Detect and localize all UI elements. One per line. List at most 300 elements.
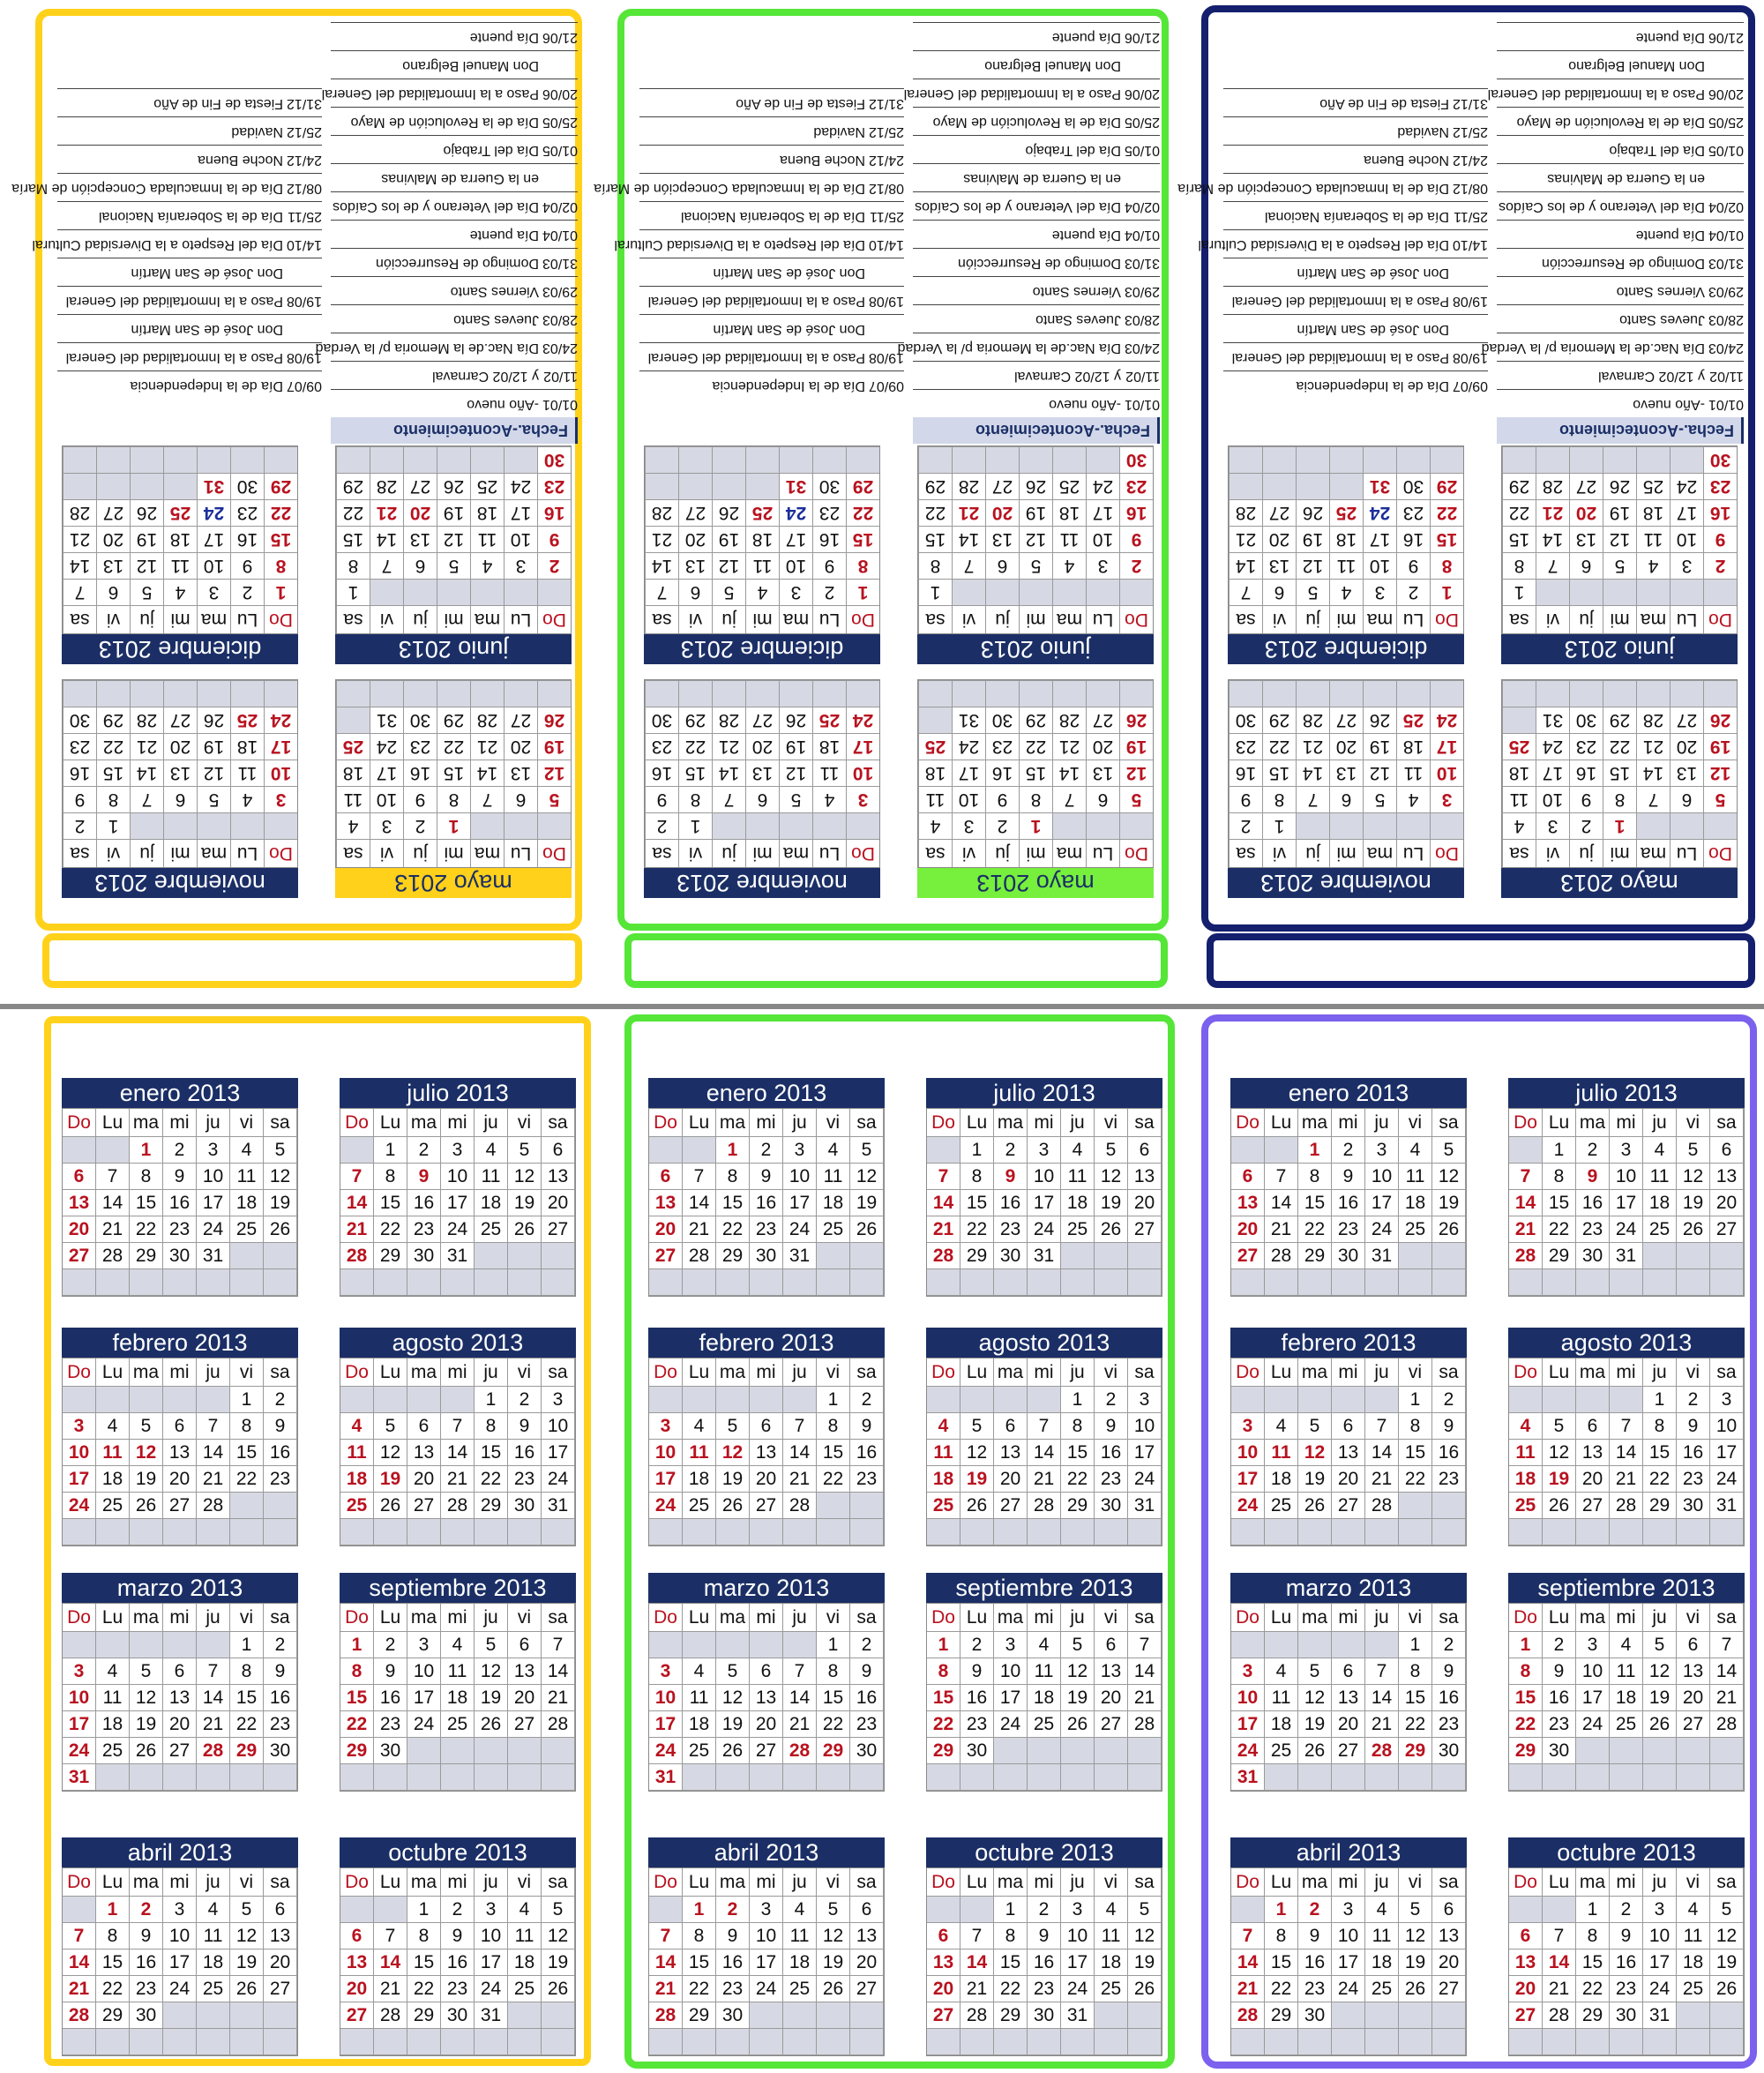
day-cell: 8 [437, 786, 470, 812]
empty-cell [504, 812, 537, 839]
empty-cell [683, 1764, 716, 1791]
day-cell: 7 [441, 1413, 475, 1440]
day-cell: 7 [783, 1413, 817, 1440]
day-cell: 9 [1396, 552, 1430, 579]
event-row [639, 201, 904, 229]
day-cell: 7 [683, 1164, 716, 1190]
event-date: 19/08 [1452, 294, 1488, 309]
weekday-label: vi [1677, 1109, 1710, 1137]
event-text: Domingo de Resurrección [958, 256, 1121, 271]
weekday-label: sa [542, 1358, 575, 1387]
empty-cell [1509, 1137, 1543, 1164]
weekday-label: ma [1636, 605, 1670, 633]
day-cell: 26 [1119, 707, 1153, 733]
day-cell: 30 [750, 1243, 783, 1269]
day-cell: 22 [340, 1711, 374, 1738]
weekday-label: sa [1710, 1868, 1744, 1897]
weekday-label: Do [340, 1868, 374, 1897]
day-cell: 26 [508, 1216, 542, 1243]
day-cell: 24 [407, 1711, 441, 1738]
day-cell: 13 [407, 1440, 441, 1466]
day-cell: 10 [1061, 1923, 1095, 1950]
event-text: en la Guerra de Malvinas [1547, 171, 1705, 186]
day-cell: 18 [1399, 1190, 1432, 1216]
day-cell: 8 [683, 1923, 716, 1950]
event-date: 31/03 [1708, 256, 1744, 271]
empty-cell [817, 1243, 850, 1269]
month-abril [62, 1837, 298, 2056]
day-cell: 14 [1128, 1658, 1162, 1685]
day-cell: 16 [1298, 1950, 1332, 1976]
empty-cell [63, 1519, 96, 1545]
day-cell: 3 [1643, 1897, 1677, 1923]
empty-cell [846, 812, 879, 839]
weekday-label: vi [817, 1868, 850, 1897]
event-row [331, 248, 578, 276]
empty-cell [1576, 2029, 1610, 2055]
day-cell: 19 [817, 1950, 850, 1976]
empty-cell [1095, 1243, 1128, 1269]
day-cell: 16 [374, 1685, 407, 1711]
event-row [639, 258, 904, 286]
event-text: Jueves Santo [453, 312, 539, 327]
day-cell: 20 [508, 1685, 542, 1711]
day-cell: 14 [96, 1190, 130, 1216]
empty-cell [1399, 1493, 1432, 1519]
day-cell: 28 [370, 473, 403, 499]
day-cell: 2 [1569, 812, 1603, 839]
day-cell: 20 [407, 1466, 441, 1493]
day-cell: 24 [783, 1216, 817, 1243]
day-cell: 30 [985, 707, 1019, 733]
empty-cell [1086, 812, 1119, 839]
empty-cell [1332, 1632, 1365, 1658]
empty-cell [96, 473, 130, 499]
empty-cell [745, 812, 779, 839]
month-grid [926, 1867, 1162, 2056]
day-cell: 28 [542, 1711, 575, 1738]
day-cell: 22 [1399, 1466, 1432, 1493]
day-cell: 19 [712, 526, 745, 552]
weekday-label: Lu [230, 605, 264, 633]
weekday-label: ma [716, 1109, 750, 1137]
day-cell: 17 [1576, 1685, 1610, 1711]
weekday-label: ju [1061, 1868, 1095, 1897]
day-cell: 22 [96, 1976, 130, 2002]
weekday-label: ju [1643, 1868, 1677, 1897]
weekday-label: sa [264, 1109, 297, 1137]
day-cell: 31 [197, 1243, 230, 1269]
day-cell: 29 [407, 2002, 441, 2029]
day-cell: 6 [1576, 1413, 1610, 1440]
empty-cell [163, 1269, 197, 1296]
day-cell: 4 [340, 1413, 374, 1440]
day-cell: 9 [441, 1923, 475, 1950]
day-cell: 2 [1028, 1897, 1061, 1923]
day-cell: 18 [230, 1190, 264, 1216]
day-cell: 5 [817, 1897, 850, 1923]
day-cell: 29 [437, 707, 470, 733]
event-text: Día del Respeto a la Diversidad Cultural [1198, 237, 1449, 252]
weekday-label: vi [1536, 605, 1569, 633]
day-cell: 30 [63, 707, 96, 733]
day-cell: 25 [1061, 1216, 1095, 1243]
empty-cell [470, 812, 504, 839]
empty-cell [163, 2002, 197, 2029]
event-row [11, 173, 322, 201]
day-cell: 11 [745, 552, 779, 579]
weekday-label: mi [1028, 1109, 1061, 1137]
day-cell: 11 [1509, 1440, 1543, 1466]
weekday-label: ju [130, 605, 163, 633]
day-cell: 21 [1509, 1216, 1543, 1243]
month-abril [648, 1837, 885, 2056]
day-cell: 10 [1332, 1923, 1365, 1950]
event-row [639, 88, 904, 116]
day-cell: 2 [960, 1632, 994, 1658]
day-cell: 18 [1329, 526, 1363, 552]
empty-cell [130, 1519, 163, 1545]
day-cell: 16 [230, 526, 264, 552]
day-cell: 7 [783, 1658, 817, 1685]
day-cell: 2 [163, 1137, 197, 1164]
month-grid [1508, 1867, 1745, 2056]
day-cell: 22 [1502, 499, 1536, 526]
weekday-label: Lu [96, 1868, 130, 1897]
day-cell: 10 [1231, 1685, 1265, 1711]
empty-cell [1643, 1764, 1677, 1791]
day-cell: 6 [1231, 1164, 1265, 1190]
day-cell: 7 [1710, 1632, 1744, 1658]
day-cell: 14 [783, 1440, 817, 1466]
day-cell: 26 [475, 1711, 508, 1738]
event-date: 08/12 [1452, 181, 1488, 196]
day-cell: 30 [812, 473, 846, 499]
weekday-label: Lu [683, 1109, 716, 1137]
month-title: febrero 2013 [648, 1328, 885, 1358]
empty-cell [1396, 812, 1430, 839]
day-cell: 3 [649, 1413, 683, 1440]
day-cell: 9 [1576, 1164, 1610, 1190]
empty-cell [542, 1764, 575, 1791]
event-text: Día de la Revolución de Mayo [1516, 115, 1705, 130]
empty-cell [163, 2029, 197, 2055]
day-cell: 31 [1643, 2002, 1677, 2029]
day-cell: 3 [846, 786, 879, 812]
day-cell: 6 [745, 786, 779, 812]
empty-cell [1536, 680, 1569, 707]
day-cell: 11 [1610, 1658, 1643, 1685]
weekday-label: sa [1710, 1358, 1744, 1387]
empty-cell [745, 680, 779, 707]
weekday-label: vi [1262, 605, 1296, 633]
empty-cell [542, 1243, 575, 1269]
day-cell: 29 [336, 473, 370, 499]
weekday-label: sa [918, 839, 952, 867]
day-cell: 22 [407, 1976, 441, 2002]
day-cell: 18 [163, 526, 197, 552]
empty-cell [850, 1519, 884, 1545]
day-cell: 6 [340, 1923, 374, 1950]
event-text: Navidad [813, 124, 865, 139]
weekday-label: sa [336, 605, 370, 633]
day-cell: 14 [1296, 760, 1329, 786]
empty-cell [508, 2002, 542, 2029]
events-col1 [315, 22, 578, 444]
day-cell: 4 [1265, 1413, 1298, 1440]
day-cell: 11 [475, 1164, 508, 1190]
day-cell: 16 [994, 1190, 1028, 1216]
day-cell: 27 [1095, 1711, 1128, 1738]
month-title: junio 2013 [335, 634, 572, 664]
day-cell: 23 [1576, 1216, 1610, 1243]
empty-cell [817, 1764, 850, 1791]
day-cell: 11 [1265, 1440, 1298, 1466]
empty-cell [1231, 1269, 1265, 1296]
day-cell: 22 [817, 1711, 850, 1738]
weekday-label: sa [1229, 605, 1262, 633]
day-cell: 11 [1265, 1685, 1298, 1711]
day-cell: 28 [783, 1493, 817, 1519]
day-cell: 19 [1298, 1466, 1332, 1493]
month-grid [1508, 1108, 1745, 1297]
day-cell: 29 [96, 2002, 130, 2029]
day-cell: 21 [712, 733, 745, 760]
day-cell: 23 [264, 1711, 297, 1738]
day-cell: 22 [1576, 1976, 1610, 2002]
day-cell: 21 [96, 1216, 130, 1243]
empty-cell [1365, 1764, 1399, 1791]
empty-cell [163, 446, 197, 473]
event-row [913, 304, 1160, 333]
day-cell: 25 [1677, 1976, 1710, 2002]
day-cell: 14 [542, 1658, 575, 1685]
weekday-label: mi [1610, 1868, 1643, 1897]
day-cell: 6 [1432, 1897, 1466, 1923]
day-cell: 27 [750, 1738, 783, 1764]
empty-cell [1329, 680, 1363, 707]
day-cell: 26 [1543, 1493, 1576, 1519]
empty-cell [1231, 1387, 1265, 1413]
day-cell: 4 [1265, 1658, 1298, 1685]
day-cell: 4 [96, 1658, 130, 1685]
empty-cell [994, 1269, 1028, 1296]
day-cell: 20 [1329, 733, 1363, 760]
empty-cell [683, 1137, 716, 1164]
weekday-label: vi [1095, 1358, 1128, 1387]
day-cell: 11 [96, 1440, 130, 1466]
event-date: 01/05 [1708, 143, 1744, 158]
day-cell: 30 [1028, 2002, 1061, 2029]
day-cell: 12 [130, 552, 163, 579]
day-cell: 4 [683, 1658, 716, 1685]
event-date: 01/01 [1708, 397, 1744, 412]
empty-cell [1329, 812, 1363, 839]
day-cell: 4 [1610, 1632, 1643, 1658]
day-cell: 25 [1265, 1738, 1298, 1764]
weekday-label: mi [437, 839, 470, 867]
day-cell: 25 [683, 1493, 716, 1519]
day-cell: 27 [1677, 1711, 1710, 1738]
event-row [1497, 248, 1744, 276]
day-cell: 13 [163, 1440, 197, 1466]
day-cell: 27 [649, 1243, 683, 1269]
month-grid [926, 1108, 1162, 1297]
empty-cell [1061, 1764, 1095, 1791]
day-cell: 8 [1509, 1658, 1543, 1685]
event-date: 14/10 [1452, 237, 1488, 252]
day-cell: 16 [407, 1190, 441, 1216]
event-row [639, 342, 904, 370]
weekday-label: Do [340, 1109, 374, 1137]
day-cell: 18 [508, 1950, 542, 1976]
day-cell: 17 [1128, 1440, 1162, 1466]
day-cell: 22 [230, 1466, 264, 1493]
event-text: Noche Buena [780, 153, 865, 168]
day-cell: 7 [340, 1164, 374, 1190]
event-date: 20/06 [1124, 86, 1160, 101]
month-agosto [340, 1328, 576, 1546]
day-cell: 22 [1543, 1216, 1576, 1243]
day-cell: 16 [960, 1685, 994, 1711]
day-cell: 15 [1265, 1950, 1298, 1976]
day-cell: 28 [1128, 1711, 1162, 1738]
empty-cell [817, 1519, 850, 1545]
day-cell: 4 [96, 1413, 130, 1440]
day-cell: 31 [783, 1243, 817, 1269]
empty-cell [1643, 1519, 1677, 1545]
empty-cell [508, 1243, 542, 1269]
day-cell: 27 [1569, 473, 1603, 499]
day-cell: 10 [1086, 526, 1119, 552]
weekday-label: vi [817, 1604, 850, 1632]
day-cell: 13 [1262, 552, 1296, 579]
empty-cell [812, 446, 846, 473]
empty-cell [1365, 1269, 1399, 1296]
empty-cell [130, 680, 163, 707]
event-row [331, 163, 578, 191]
day-cell: 26 [850, 1216, 884, 1243]
day-cell: 23 [1677, 1466, 1710, 1493]
day-cell: 5 [1119, 786, 1153, 812]
empty-cell [1569, 680, 1603, 707]
day-cell: 26 [230, 1976, 264, 2002]
month-diciembre [1228, 445, 1464, 664]
day-cell: 10 [475, 1923, 508, 1950]
month-mayo [1501, 679, 1738, 898]
month-marzo [62, 1573, 298, 1792]
month-grid [917, 445, 1154, 634]
empty-cell [441, 1519, 475, 1545]
weekday-label: Do [63, 1868, 96, 1897]
day-cell: 20 [163, 733, 197, 760]
day-cell: 18 [96, 1711, 130, 1738]
day-cell: 22 [437, 733, 470, 760]
day-cell: 5 [1019, 552, 1052, 579]
day-cell: 8 [407, 1923, 441, 1950]
day-cell: 3 [407, 1632, 441, 1658]
weekday-label: vi [678, 839, 712, 867]
day-cell: 29 [1019, 707, 1052, 733]
event-row [1487, 79, 1744, 107]
event-row [639, 116, 904, 145]
empty-cell [403, 579, 437, 605]
weekday-label: ma [716, 1358, 750, 1387]
event-text: Día puente [1635, 228, 1705, 243]
day-cell: 21 [1365, 1711, 1399, 1738]
day-cell: 4 [1677, 1897, 1710, 1923]
day-cell: 13 [1710, 1164, 1744, 1190]
day-cell: 17 [1643, 1950, 1677, 1976]
day-cell: 18 [340, 1466, 374, 1493]
weekday-label: ma [470, 605, 504, 633]
day-cell: 3 [779, 579, 812, 605]
day-cell: 1 [1502, 579, 1536, 605]
empty-cell [542, 2002, 575, 2029]
empty-cell [1095, 2029, 1128, 2055]
weekday-label: Lu [1543, 1868, 1576, 1897]
day-cell: 25 [1329, 499, 1363, 526]
weekday-label: sa [1432, 1358, 1466, 1387]
day-cell: 30 [1703, 446, 1737, 473]
event-date: 09/07 [1452, 378, 1488, 393]
day-cell: 12 [817, 1923, 850, 1950]
day-cell: 11 [1396, 760, 1430, 786]
day-cell: 29 [1509, 1738, 1543, 1764]
empty-cell [783, 1764, 817, 1791]
month-julio [340, 1078, 576, 1297]
day-cell: 24 [1028, 1216, 1061, 1243]
day-cell: 15 [994, 1950, 1028, 1976]
weekday-label: mi [750, 1358, 783, 1387]
weekday-label: mi [745, 605, 779, 633]
day-cell: 26 [712, 499, 745, 526]
day-cell: 17 [264, 733, 297, 760]
empty-cell [1265, 2029, 1298, 2055]
day-cell: 24 [1231, 1738, 1265, 1764]
day-cell: 2 [1229, 812, 1262, 839]
day-cell: 20 [745, 733, 779, 760]
empty-cell [1509, 1897, 1543, 1923]
month-grid [648, 1358, 885, 1546]
day-cell: 14 [374, 1950, 407, 1976]
empty-cell [1128, 1269, 1162, 1296]
day-cell: 19 [264, 1190, 297, 1216]
day-cell: 4 [918, 812, 952, 839]
day-cell: 17 [1028, 1190, 1061, 1216]
top-tab-green [624, 933, 1168, 988]
day-cell: 8 [1019, 786, 1052, 812]
day-cell: 27 [1332, 1493, 1365, 1519]
empty-cell [1229, 680, 1262, 707]
empty-cell [1231, 1632, 1265, 1658]
empty-cell [1576, 1519, 1610, 1545]
month-grid [1230, 1108, 1467, 1297]
day-cell: 30 [1332, 1243, 1365, 1269]
empty-cell [716, 1764, 750, 1791]
day-cell: 3 [264, 786, 297, 812]
day-cell: 13 [850, 1923, 884, 1950]
event-date: 31/12 [1452, 96, 1488, 111]
day-cell: 22 [1262, 733, 1296, 760]
day-cell: 26 [130, 499, 163, 526]
day-cell: 1 [817, 1387, 850, 1413]
empty-cell [1296, 473, 1329, 499]
empty-cell [1432, 2029, 1466, 2055]
empty-cell [1543, 1387, 1576, 1413]
empty-cell [952, 579, 985, 605]
day-cell: 22 [130, 1216, 163, 1243]
